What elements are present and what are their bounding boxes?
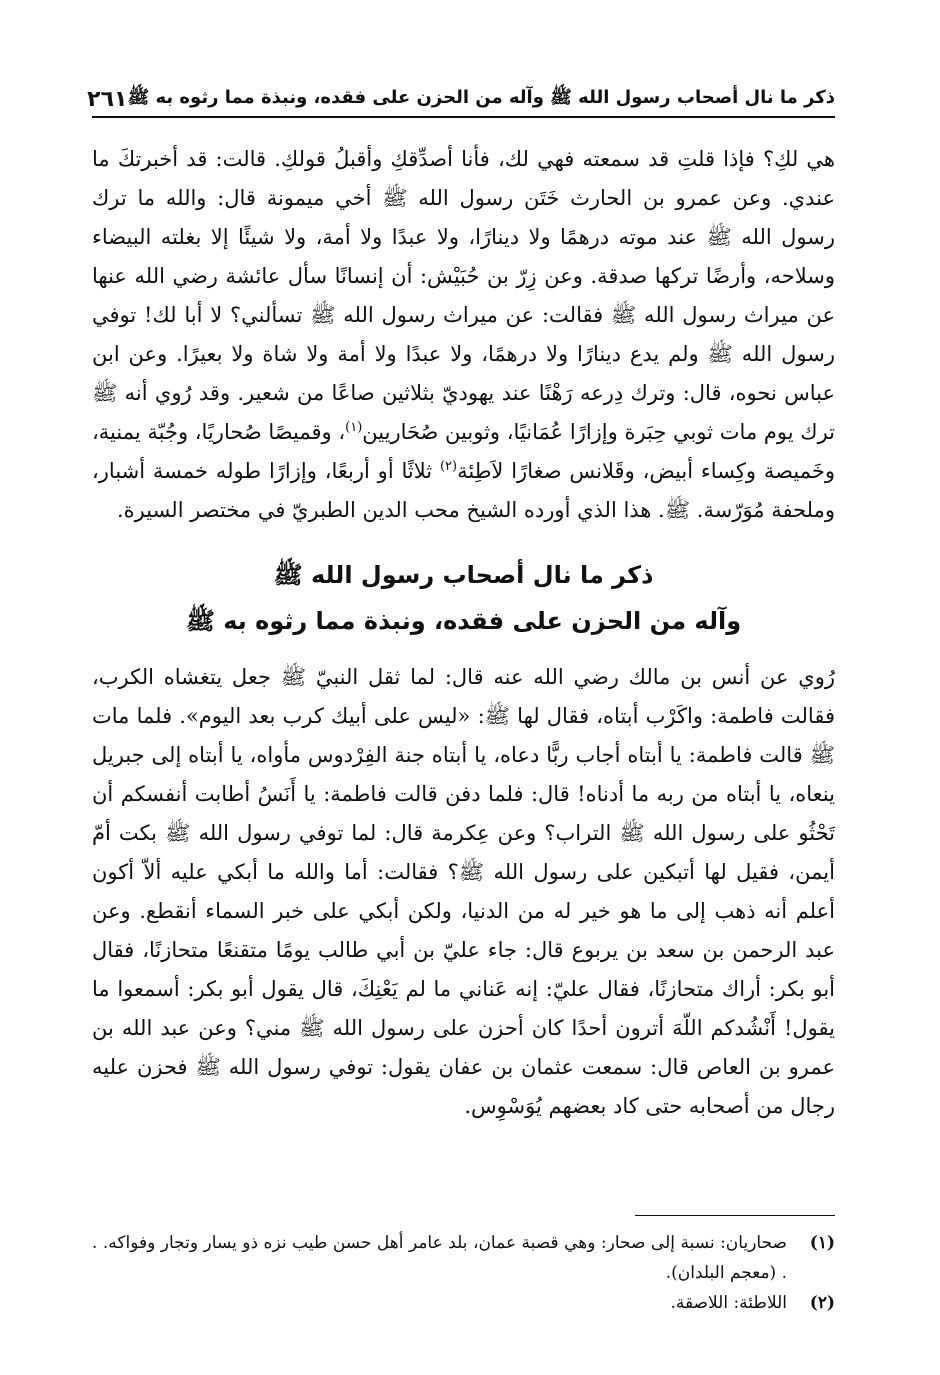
page-header	[87, 78, 835, 118]
footnote-2-number: (٢)	[809, 1293, 835, 1313]
footnote-1-number: (١)	[809, 1233, 835, 1253]
paragraph-1-text: هي لكِ؟ فإذا قلتِ قد سمعته فهي لك، فأنا أصدِّقكِ وأقبلُ قولكِ. قالت: قد أخبرتكَ ما عندي. وعن عمرو بن الحارث خَتَن رسول الله ﷺ أخي ميمونة قال: والله ما ترك رسول الله ﷺ عند موته درهمًا ولا دينارًا، ولا عبدًا ولا أمة، ولا شيئًا إلا بغلته البيضاء وسلاحه، وأرضًا تركها صدقة. وعن زِرّ بن حُبَيْش: أن إنسانًا سأل عائشة رضي الله عنها عن ميراث رسول الله ﷺ فقالت: عن ميراث رسول الله ﷺ تسألني؟ لا أبا لك! توفي رسول الله ﷺ ولم يدع دينارًا ولا درهمًا، ولا عبدًا ولا أمة ولا شاة ولا بعيرًا. وعن ابن عباس نحوه، قال: وترك دِرعه رَهْنًا عند يهوديّ بثلاثين صاعًا من شعير. وقد رُوي أنه ﷺ ترك يوم مات ثوبي حِبَرة وإزارًا عُمَانيًا، وثوبين صُحَاريين	[92, 147, 835, 444]
footnotes	[92, 1228, 835, 1318]
footnote-2	[92, 1288, 835, 1318]
paragraph-2: رُوي عن أنس بن مالك رضي الله عنه قال: لما ثقل النبيّ ﷺ جعل يتغشاه الكرب، فقالت فاطمة: واكَرْب أبتاه، فقال لها ﷺ: «ليس على أبيك كرب بعد اليوم». فلما مات ﷺ قالت فاطمة: يا أبتاه أجاب ربًّا دعاه، يا أبتاه جنة الفِرْدوس مأواه، يا أبتاه إلى جبريل ينعاه، يا أبتاه من ربه ما أدناه! قال: فلما دفن قالت فاطمة: يا أَنَسُ أطابت أنفسكم أن تَحْثُو على رسول الله ﷺ التراب؟ وعن عِكرمة قال: لما توفي رسول الله ﷺ بكت أمّ أيمن، فقيل لها أتبكين على رسول الله ﷺ؟ فقالت: أما والله ما أبكي عليه ألاّ أكون أعلم أنه ذهب إلى ما هو خير له من الدنيا، ولكن أبكي على خبر السماء أنقطع. وعن عبد الرحمن بن سعد بن يربوع قال: جاء عليّ بن أبي طالب يومًا متقنعًا متحازنًا، فقال أبو بكر: أراك متحازنًا، فقال عليّ: إنه عَناني ما لم يَعْنِكَ، قال يقول أبو بكر: أسمعوا ما يقول! أَنْشُدكم اللّهَ أترون أحدًا كان أحزن على رسول الله ﷺ مني؟ وعن عبد الله بن عمرو بن العاص قال: سمعت عثمان بن عفان يقول: توفي رسول الله ﷺ فحزن عليه رجال من أصحابه حتى كاد بعضهم يُوَسْوِس.	[92, 665, 835, 1118]
main-text	[92, 140, 835, 1126]
paragraph-1-end: ثلاثًا أو أربعًا، وإزارًا طوله خمسة أشبار، وملحفة مُوَرّسة. ﷺ. هذا الذي أورده الشيخ محب الدين الطبريّ في مختصر السيرة.	[92, 459, 835, 522]
running-title: ذكر ما نال أصحاب رسول الله ﷺ وآله من الحزن على فقده، ونبذة مما رثوه به ﷺ	[127, 87, 835, 108]
footnote-1	[92, 1228, 835, 1288]
footnote-separator	[635, 1215, 835, 1216]
paragraph-1	[92, 140, 835, 530]
footnote-1-text: صحاريان: نسبة إلى صحار: وهي قصبة عمان، بلد عامر أهل حسن طيب نزه ذو يسار وتجار وفواكه. . . (معجم البلدان).	[92, 1233, 787, 1283]
footnote-2-text: اللاطئة: اللاصقة.	[670, 1293, 787, 1313]
section-title	[92, 552, 835, 644]
footnote-ref-1: (١)	[345, 420, 363, 435]
page-number: ٢٦١	[87, 87, 128, 112]
section-title-line-1: ذكر ما نال أصحاب رسول الله ﷺ	[273, 561, 654, 589]
section-title-line-2: وآله من الحزن على فقده، ونبذة مما رثوه به ﷺ	[185, 607, 742, 635]
footnote-ref-2: (٢)	[439, 459, 458, 474]
paragraph-1-mid: ، وقميصًا صُحاريًا، وجُبّة يمنية، وخَميصة وكِساء أبيض، وقَلانس صغارًا لاَطِئة	[92, 420, 835, 483]
